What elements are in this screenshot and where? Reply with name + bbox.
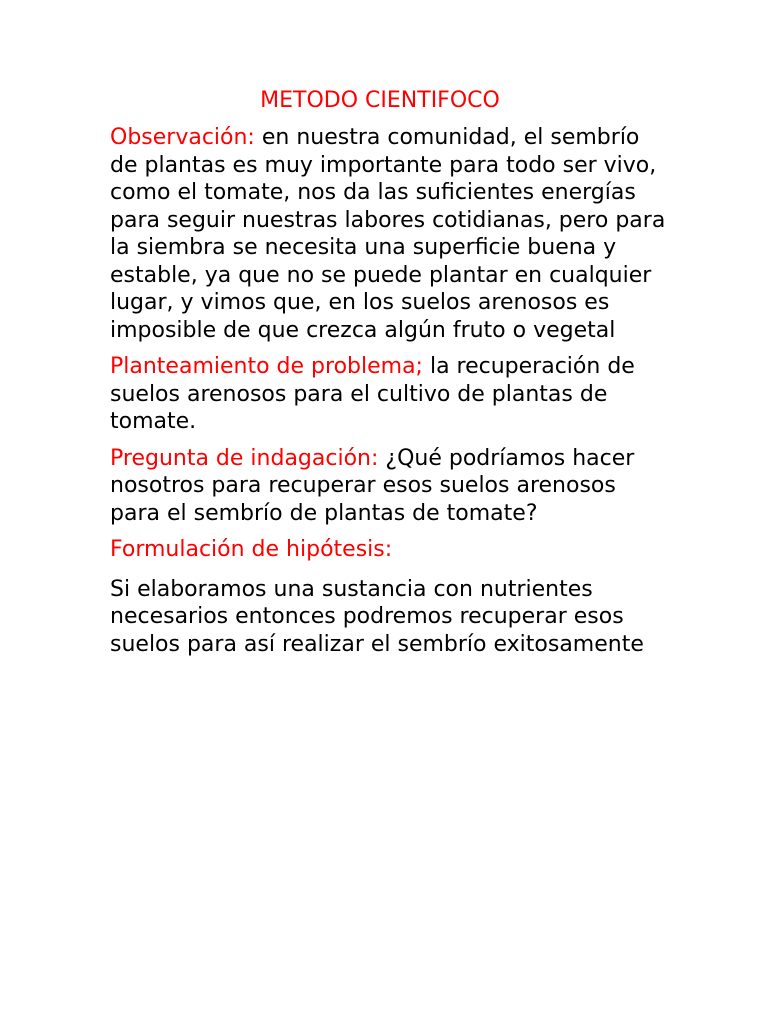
hipotesis-text: Si elaboramos una sustancia con nutrientes necesarios entonces podremos recuperar esos suelos para así realizar el sembrío exitosamente — [110, 576, 644, 657]
pregunta-text: ¿Qué podríamos hacer nosotros para recuperar esos suelos arenosos para el sembrío de plantas de tomate? — [110, 445, 635, 526]
hipotesis-label: Formulación de hipótesis: — [110, 537, 393, 562]
planteamiento-paragraph — [110, 353, 670, 436]
observacion-paragraph — [110, 124, 670, 344]
planteamiento-text: la recuperación de suelos arenosos para el cultivo de plantas de tomate. — [110, 354, 635, 434]
document-page — [110, 86, 670, 667]
pregunta-paragraph — [110, 445, 670, 528]
observacion-label: Observación: — [110, 125, 255, 150]
document-title: METODO CIENTIFOCO — [260, 88, 500, 113]
planteamiento-label: Planteamiento de problema; — [110, 354, 423, 379]
observacion-text: en nuestra comunidad, el sembrío de plantas es muy importante para todo ser vivo, como el tomate, nos da las suficientes energías para seguir nuestras labores cotidianas, pero para la siembra se necesita una superficie buena y estable, ya que no se puede plantar en cualquier lugar, y vimos que, en los suelos arenosos es imposible de que crezca algún fruto o vegetal — [110, 125, 666, 343]
pregunta-label: Pregunta de indagación: — [110, 445, 379, 471]
